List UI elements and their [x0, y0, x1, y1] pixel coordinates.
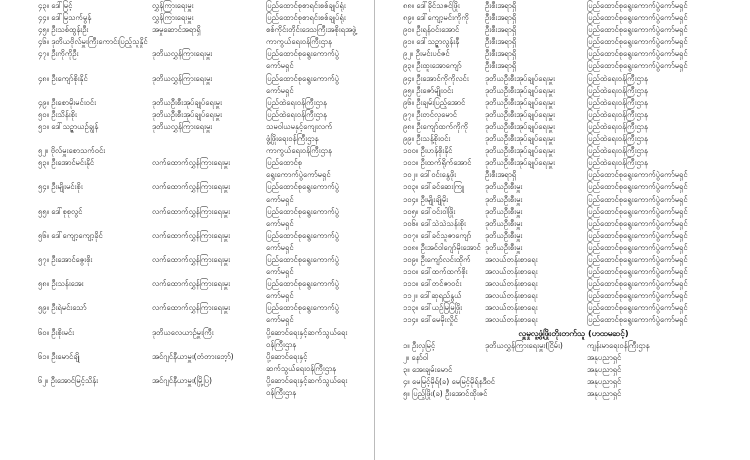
list-item [377, 278, 750, 290]
entry-name: ၅၇။ ဦးအောင်ဇွေးစိုး [38, 254, 93, 264]
list-item [0, 194, 373, 206]
entry-dept: ပြည်ထောင်စုရွေးကောက်ပွဲ [266, 49, 340, 59]
list-item [377, 36, 750, 48]
entry-role: အလယ်တန်းစာရေး [485, 315, 538, 325]
list-item [377, 388, 750, 400]
entry-dept: ပြည်ထောင်စုရွေးကောက်ပွဲကော်မရှင် [587, 170, 688, 180]
entry-name: ၁၁၃။ ဒေါ်ယဉ်မြမြဖြိုး [403, 303, 463, 313]
entry-dept: ကာကွယ်ရေးဝန်ကြီးဌာန [266, 37, 332, 47]
entry-dept: ကော်မရှင် [266, 242, 294, 252]
entry-dept: ကော်မရှင် [266, 315, 294, 325]
entry-name: ၁၁၂။ ဒေါ်ဆုရည်နွယ် [403, 291, 462, 301]
list-item [377, 97, 750, 109]
entry-name: ၂။ နော်ဝါ [403, 352, 429, 362]
entry-role: ဒုတိယဦးစီးအုပ်ချုပ်ရေးမှူး [152, 97, 222, 107]
entry-name: ၁၀၁။ ဦးထက်ရိုက်အောင် [403, 158, 472, 168]
entry-role: အမှုဆောင်အရာရှိ [152, 25, 201, 35]
entry-name: ၅၆။ ဒေါ်ကျော့ကျော့ခိုင် [38, 230, 103, 240]
entry-role: ဒုတိယဦးစီးမှူး [485, 218, 523, 228]
entry-dept: ကျန်းမာရေးဝန်ကြီးဌာန [587, 340, 650, 350]
entry-role: ဒုတိယဦးစီးအုပ်ချုပ်ရေးမှူး [485, 73, 555, 83]
entry-role: ဦးစီးအရာရှိ [485, 1, 517, 10]
entry-dept: ပို့ဆောင်ရေးနှင့် [266, 351, 308, 361]
entry-name: ၄၃။ ဒေါ်မြင့် [38, 1, 73, 10]
entry-role: အလယ်တန်းစာရေး [485, 303, 538, 313]
entry-name: ၁၀၈။ ဦးအင်ဝါဂျော်မိုးအောင် [403, 242, 481, 252]
list-item [0, 375, 373, 387]
entry-role: လက်ထောက်လွှန်ကြားရေးမှူး [152, 206, 231, 216]
entry-role: အလယ်တန်းစာရေး [485, 279, 538, 289]
entry-name: ၁၀၄။ ဦးမျိုးချိုမိုး [403, 194, 449, 204]
entry-name: ၅၀။ ဦးသိန်းစိုး [38, 109, 77, 119]
entry-role: ဒုတိယဦးစီးအုပ်ချုပ်ရေးမှူး [485, 85, 555, 95]
entry-name: ၉၁။ ဒေါ်သဉ္ဇာလွန်းနီ [403, 37, 460, 47]
entry-name: ၅၅။ ဒေါ်စုစုလွင် [38, 206, 83, 216]
entry-role: လက်ထောက်လွှန်ကြားရေးမှူး [152, 182, 231, 192]
entry-dept: ကော်မရှင် [266, 267, 294, 277]
entry-dept: ပြည်ထဲရေးဝန်ကြီးဌာန [266, 109, 327, 119]
entry-role: ဒုတိယဦးစီးမှူး [485, 194, 523, 204]
entry-dept: ပြည်ထဲရေးဝန်ကြီးဌာန [587, 97, 648, 107]
entry-role: ဦးစီးအရာရှိ [485, 13, 517, 23]
entry-role: ဒုတိယဦးစီးအုပ်ချုပ်ရေးမှူး [485, 121, 555, 131]
entry-role: ဒုတိယလွှန်ကြားရေးမှူး [152, 49, 213, 59]
entry-dept: စစ်ကိုင်းတိုင်းဒေသကြီးအစိုးရအဖွဲ့ [266, 25, 357, 35]
entry-name: ၄၉။ ဦးစောမိုးမင်းဝင်း [38, 97, 97, 107]
list-item [0, 97, 373, 109]
entry-name: ၅၁။ ဒေါ်သဉ္ဇာယဉ်ချွန် [38, 121, 99, 131]
entry-dept: ပြည်ထောင်စုရွေးကောက်ပွဲ [266, 254, 340, 264]
list-item [377, 194, 750, 206]
list-item [377, 24, 750, 36]
entry-role: အလယ်တန်းစာရေး [485, 291, 538, 301]
entry-dept: ပြည်ထဲရေးဝန်ကြီးဌာန [587, 73, 648, 83]
left-column [0, 0, 373, 399]
entry-role: ဒုတိယဦးစီးမှူး [485, 182, 523, 192]
list-item [0, 242, 373, 254]
list-item [377, 206, 750, 218]
list-item [377, 0, 750, 12]
list-item [0, 314, 373, 326]
entry-role: ဒုတိယဦးစီးမှူး [485, 242, 523, 252]
entry-role: အလယ်တန်းစာရေး [485, 254, 538, 264]
entry-name: ၄၇။ ဦးကိုကိုဦး [38, 49, 79, 59]
entry-dept: ပြည်ထောင်စုရွေးကောက်ပွဲကော်မရှင် [587, 303, 688, 313]
list-item [0, 133, 373, 145]
entry-role: ဒုတိယဦးစီးအုပ်ချုပ်ရေးမှူး [485, 109, 555, 119]
entry-dept: ရွေးကောက်ပွဲကော်မရှင် [266, 170, 331, 180]
right-column [377, 0, 750, 400]
list-item [377, 376, 750, 388]
entry-dept: ပြည်ထဲရေးဝန်ကြီးဌာန [266, 97, 327, 107]
entry-name: ၃။ အေးချမ်းမောင် [403, 364, 453, 374]
entry-role: ဒုတိယဦးစီးမှူး [485, 206, 523, 216]
list-item [0, 254, 373, 266]
entry-dept: အနုပညာရှင် [587, 364, 622, 374]
entry-name: ၆၁။ ဦးမောင်ချို [38, 351, 80, 361]
entry-name: ၉၃။ ဦးထူးအောကျော် [403, 61, 462, 71]
list-item [0, 85, 373, 97]
list-item [0, 266, 373, 278]
entry-role: ဒုတိယဦးစီးအုပ်ချုပ်ရေးမှူး [485, 134, 555, 144]
entry-role: ဦးစီးအရာရှိ [485, 37, 517, 47]
entry-dept: ပြည်ထောင်စုရွေးကောက်ပွဲကော်မရှင် [587, 49, 688, 59]
entry-role: လက်ထောက်လွှန်ကြားရေးမှူး [152, 254, 231, 264]
entry-dept: ကော်မရှင် [266, 194, 294, 204]
list-item [377, 230, 750, 242]
list-item [0, 0, 373, 12]
list-item [377, 364, 750, 376]
entry-dept: ပြည်ထောင်စုရွေးကောက်ပွဲကော်မရှင် [587, 25, 688, 35]
list-item [377, 340, 750, 352]
entry-name: ၁၀၉။ ဦးကျော်လင်းထိုက် [403, 254, 471, 264]
entry-dept: အနုပညာရှင် [587, 388, 622, 398]
list-item [0, 121, 373, 133]
list-item [377, 12, 750, 24]
entry-name: ၁၁၄။ ဒေါ်မေမိုးလှိုင် [403, 315, 458, 325]
entry-dept: ကော်မရှင် [266, 218, 294, 228]
entry-name: ၄၄။ ဒေါ်မြသက်မွန် [38, 13, 92, 23]
list-item [377, 145, 750, 157]
entry-name: ၁။ ဦးလှမြင့် [403, 340, 436, 350]
entry-role: အလယ်တန်းစာရေး [485, 267, 538, 277]
list-item [0, 73, 373, 85]
entry-role: ဒုတိယလွှန်ကြားရေးမှူး [152, 73, 213, 83]
list-item [0, 60, 373, 72]
entry-dept: ပြည်ထောင်စုရွေးကောက်ပွဲကော်မရှင် [587, 182, 688, 192]
entry-dept: ကော်မရှင် [266, 85, 294, 95]
entry-dept: ပြည်ထဲရေးဝန်ကြီးဌာန [587, 146, 648, 156]
entry-role: အင်ဂျင်နီယာမှူး(တံတားဘေ့ာ်) [152, 351, 234, 361]
list-item [0, 290, 373, 302]
list-item [377, 48, 750, 60]
entry-dept: ပြည်ထောင်စုရွေးကောက်ပွဲကော်မရှင် [587, 206, 688, 216]
list-item [377, 133, 750, 145]
entry-name: ၁၀၃။ ဒေါ်ခင်ဆေးကြူ [403, 182, 465, 192]
list-item [377, 266, 750, 278]
list-item [0, 109, 373, 121]
entry-name: ၄၈။ ဦးကျော်စိုးနိုင် [38, 73, 88, 83]
list-item [377, 169, 750, 181]
entry-name: ၆၂။ ဦးအောင်မြင့်သိန်း [38, 375, 99, 385]
entry-name: ၁၀၀။ ဦးဟန်စိုးနိုင် [403, 146, 453, 156]
list-item [0, 218, 373, 230]
entry-name: ၉၇။ ဦးတင်လှမောင် [403, 109, 457, 119]
entry-dept: ပြည်ထောင်စုရွေးကောက်ပွဲကော်မရှင် [587, 279, 688, 289]
entry-dept: ကာကွယ်ရေးဝန်ကြီးဌာန [266, 146, 332, 156]
entry-dept: ပြည်ထောင်စုရွေးကောက်ပွဲကော်မရှင် [587, 315, 688, 325]
entry-dept: ပြည်ထောင်စုစာရင်းစစ်ချုပ်ရုံး [266, 1, 346, 10]
entry-role: အင်ဂျင်နီယာမှူး(မြို့ပြ) [152, 375, 212, 385]
entry-name: ၉၂။ ဦးမင်းပင်ဇင် [403, 49, 450, 59]
entry-dept: ပြည်ထောင်စုစာရင်းစစ်ချုပ်ရုံး [266, 13, 346, 23]
list-item [377, 157, 750, 169]
entry-role: လက်ထောက်လွှန်ကြားရေးမှူး [152, 158, 231, 168]
list-item [0, 363, 373, 375]
list-item [0, 157, 373, 169]
entry-dept: ပြည်ထောင်စုရွေးကောက်ပွဲကော်မရှင် [587, 1, 688, 10]
entry-role: ဒုတိယလေယာဉ်မှူးကြီး [152, 327, 214, 337]
list-item [377, 109, 750, 121]
entry-name: ၉၅။ ဦးဇော်မျိုးဝင်း [403, 85, 454, 95]
list-item [0, 278, 373, 290]
entry-dept: ပြည်ထောင်စုရွေးကောက်ပွဲကော်မရှင် [587, 267, 688, 277]
entry-dept: ဝန်ကြီးဌာန [266, 339, 297, 349]
list-item [0, 24, 373, 36]
list-item [377, 314, 750, 326]
entry-role: ဒုတိယဦးစီးမှူး [485, 230, 523, 240]
entry-name: ၅၉။ ဦးရဲမင်းသော် [38, 303, 87, 313]
entry-dept: ပြည်ထောင်စုရွေးကောက်ပွဲကော်မရှင် [587, 13, 688, 23]
entry-role: လက်ထောက်လွှန်ကြားရေးမှူး [152, 230, 231, 240]
entry-name: ၈၈။ ဒေါ်ခိုင်သဇင်ဖြိုး [403, 1, 460, 10]
entry-dept: ကော်မရှင် [266, 291, 294, 301]
entry-dept: ပြည်ထောင်စုရွေးကောက်ပွဲကော်မရှင် [587, 61, 688, 71]
list-item [0, 181, 373, 193]
entry-name: ၄။ မေမြင့်မိုရ်(ခ) မေမြင့်မိုရ်နဒီဝင် [403, 376, 495, 386]
list-item [0, 387, 373, 399]
list-item [377, 290, 750, 302]
entry-dept: ဆက်သွယ်ရေးဝန်ကြီးဌာန [266, 363, 336, 373]
entry-name: ၉၆။ ဦးချမ်းပြည့်အောင် [403, 97, 466, 107]
entry-dept: ပြည်ထောင်စုရွေးကောက်ပွဲကော်မရှင် [587, 291, 688, 301]
entry-role: လက်ထောက်လွှန်ကြားရေးမှူး [152, 279, 231, 289]
list-item [377, 121, 750, 133]
entry-name: ၁၀၇။ ဒေါ်ခင်သူဇာကျော် [403, 230, 472, 240]
entry-dept: ပြည်ထောင်စုရွေးကောက်ပွဲ [266, 230, 340, 240]
entry-dept: ဖွံ့ဖြိုးရေးဝန်ကြီးဌာန [266, 134, 319, 144]
list-item [377, 242, 750, 254]
entry-dept: ဝန်ကြီးဌာန [266, 388, 297, 397]
list-item [0, 36, 373, 48]
list-item [0, 230, 373, 242]
entry-name: ၁၀၅။ ဒေါ်ဝင်းဝါဖြိုး [403, 206, 456, 216]
entry-role: ဦးစီးအရာရှိ [485, 25, 517, 35]
entry-name: ၄၅။ ဦးသစ်ထွန်းဦး [38, 25, 89, 35]
list-item [377, 73, 750, 85]
entry-dept: ပြည်ထောင်စုရွေးကောက်ပွဲကော်မရှင် [587, 194, 688, 204]
entry-name: ၅၂။ ဗိုလ်မှူးစောသက်ဝင်း [38, 146, 106, 156]
entry-role: ဦးစီးအရာရှိ [485, 61, 517, 71]
list-item [0, 302, 373, 314]
section-heading: လှူမှုလူ့ဖွံ့ဖြိုးတိုးတက်သူ (ဟထမဆင့်) [518, 327, 629, 338]
entry-name: ၄၆။ ဒုတိယဗိုလ်မှူးကြီးကောင်းပြည့်သူနှိုင် [38, 37, 148, 47]
entry-dept: ပြည်ထောင်စုရွေးကောက်ပွဲကော်မရှင် [587, 218, 688, 228]
entry-dept: ပြည်ထောင်စုရွေးကောက်ပွဲ [266, 73, 340, 83]
entry-name: ၅။ ပြည့်ဖြိုး(ခ) ဦးအောင်ထိုးဇင် [403, 388, 488, 398]
entry-dept: ပို့ဆောင်ရေးနှင့်ဆက်သွယ်ရေး [266, 327, 348, 337]
entry-dept: ပြည်ထဲရေးဝန်ကြီးဌာန [587, 85, 648, 95]
entry-name: ၁၁၁။ ဒေါ်တင်ဇာဝင်း [403, 279, 462, 289]
list-item [0, 48, 373, 60]
entry-role: ဒုတိယဦးစီးအုပ်ချုပ်ရေးမှူး [485, 146, 555, 156]
entry-dept: ပို့ဆောင်ရေးနှင့်ဆက်သွယ်ရေး [266, 375, 348, 385]
entry-dept: ပြည်ထောင်စုရွေးကောက်ပွဲ [266, 182, 340, 192]
column-divider [374, 0, 375, 460]
entry-name: ၅၈။ ဦးသန်းအေး [38, 279, 84, 289]
entry-dept: အနုပညာရှင် [587, 376, 622, 386]
entry-name: ၉၄။ ဦးအောင်ကိုကိုလင်း [403, 73, 469, 83]
entry-dept: ပြည်ထဲရေးဝန်ကြီးဌာန [587, 158, 648, 168]
entry-role: လွှန်ကြားရေးမှူး [152, 13, 194, 23]
entry-dept: သမဝါယမနှင့်ကျေးလက် [266, 121, 333, 131]
entry-name: ၁၀၂။ ဒေါ်ဝင်းနွေဖိုး [403, 170, 457, 180]
entry-role: ဒုတိယလွှန်ကြားရေးမှူး [152, 121, 213, 131]
entry-name: ၉၀။ ဦးရန်ဝင်းအောင် [403, 25, 460, 35]
entry-role: ဒုတိယဦးစီးအုပ်ချုပ်ရေးမှူး [485, 97, 555, 107]
list-item [0, 339, 373, 351]
list-item [0, 351, 373, 363]
entry-role: ဦးစီးအရာရှိ [485, 170, 517, 180]
entry-role: လက်ထောက်လွှန်ကြားရေးမှူး [152, 303, 231, 313]
list-item [377, 302, 750, 314]
entry-role: ဒုတိယဦးစီးအုပ်ချုပ်ရေးမှူး [152, 109, 222, 119]
entry-dept: အနုပညာရှင် [587, 352, 622, 362]
list-item [377, 181, 750, 193]
list-item [377, 352, 750, 364]
list-item [377, 254, 750, 266]
list-item [0, 145, 373, 157]
entry-name: ၉၉။ ဦးသန့်စိုးဝင်း [403, 134, 451, 144]
entry-dept: ပြည်ထောင်စုရွေးကောက်ပွဲ [266, 279, 340, 289]
entry-dept: ပြည်ထောင်စုရွေးကောက်ပွဲကော်မရှင် [587, 37, 688, 47]
entry-name: ၉၈။ ဦးကျော်ထက်ကိုကို [403, 121, 468, 131]
list-item [377, 218, 750, 230]
entry-dept: ပြည်ထဲရေးဝန်ကြီးဌာန [587, 134, 648, 144]
entry-dept: ပြည်ထောင်စုရွေးကောက်ပွဲ [266, 303, 340, 313]
entry-role: ဦးစီးအရာရှိ [485, 49, 517, 59]
entry-dept: ပြည်ထဲရေးဝန်ကြီးဌာန [587, 121, 648, 131]
entry-dept: ပြည်ထောင်စုရွေးကောက်ပွဲကော်မရှင် [587, 230, 688, 240]
entry-role: လွှန်ကြားရေးမှူး [152, 1, 194, 10]
entry-dept: ပြည်ထောင်စုရွေးကောက်ပွဲကော်မရှင် [587, 242, 688, 252]
entry-dept: ပြည်ထောင်စု [266, 158, 303, 168]
list-item [0, 12, 373, 24]
entry-dept: ကော်မရှင် [266, 61, 294, 71]
entry-dept: ပြည်ထဲရေးဝန်ကြီးဌာန [587, 109, 648, 119]
list-item [0, 206, 373, 218]
list-item [377, 85, 750, 97]
entry-name: ၅၄။ ဦးမျိုးမင်းစိုး [38, 182, 83, 192]
entry-role: ဒုတိယဦးစီးအုပ်ချုပ်ရေးမှူး [485, 158, 555, 168]
entry-name: ၅၃။ ဦးအောင်မင်းနိုင် [38, 158, 95, 168]
entry-role: ဒုတိယလွှန်ကြားရေးမှူး(ငြိမ်း) [485, 340, 563, 350]
entry-name: ၆၀။ ဦးစိုးမင်း [38, 327, 75, 337]
list-item [0, 327, 373, 339]
entry-dept: ပြည်ထောင်စုရွေးကောက်ပွဲကော်မရှင် [587, 254, 688, 264]
entry-dept: ပြည်ထောင်စုရွေးကောက်ပွဲ [266, 206, 340, 216]
list-item [377, 60, 750, 72]
entry-name: ၁၁၀။ ဒေါ်ထက်ထက်စိုး [403, 267, 468, 277]
list-item [0, 169, 373, 181]
entry-name: ၈၉။ ဒေါ်ကျော့မင်းကိုကို [403, 13, 469, 23]
entry-name: ၁၀၆။ ဒေါ်သဲသဲသန်းစိုး [403, 218, 466, 228]
